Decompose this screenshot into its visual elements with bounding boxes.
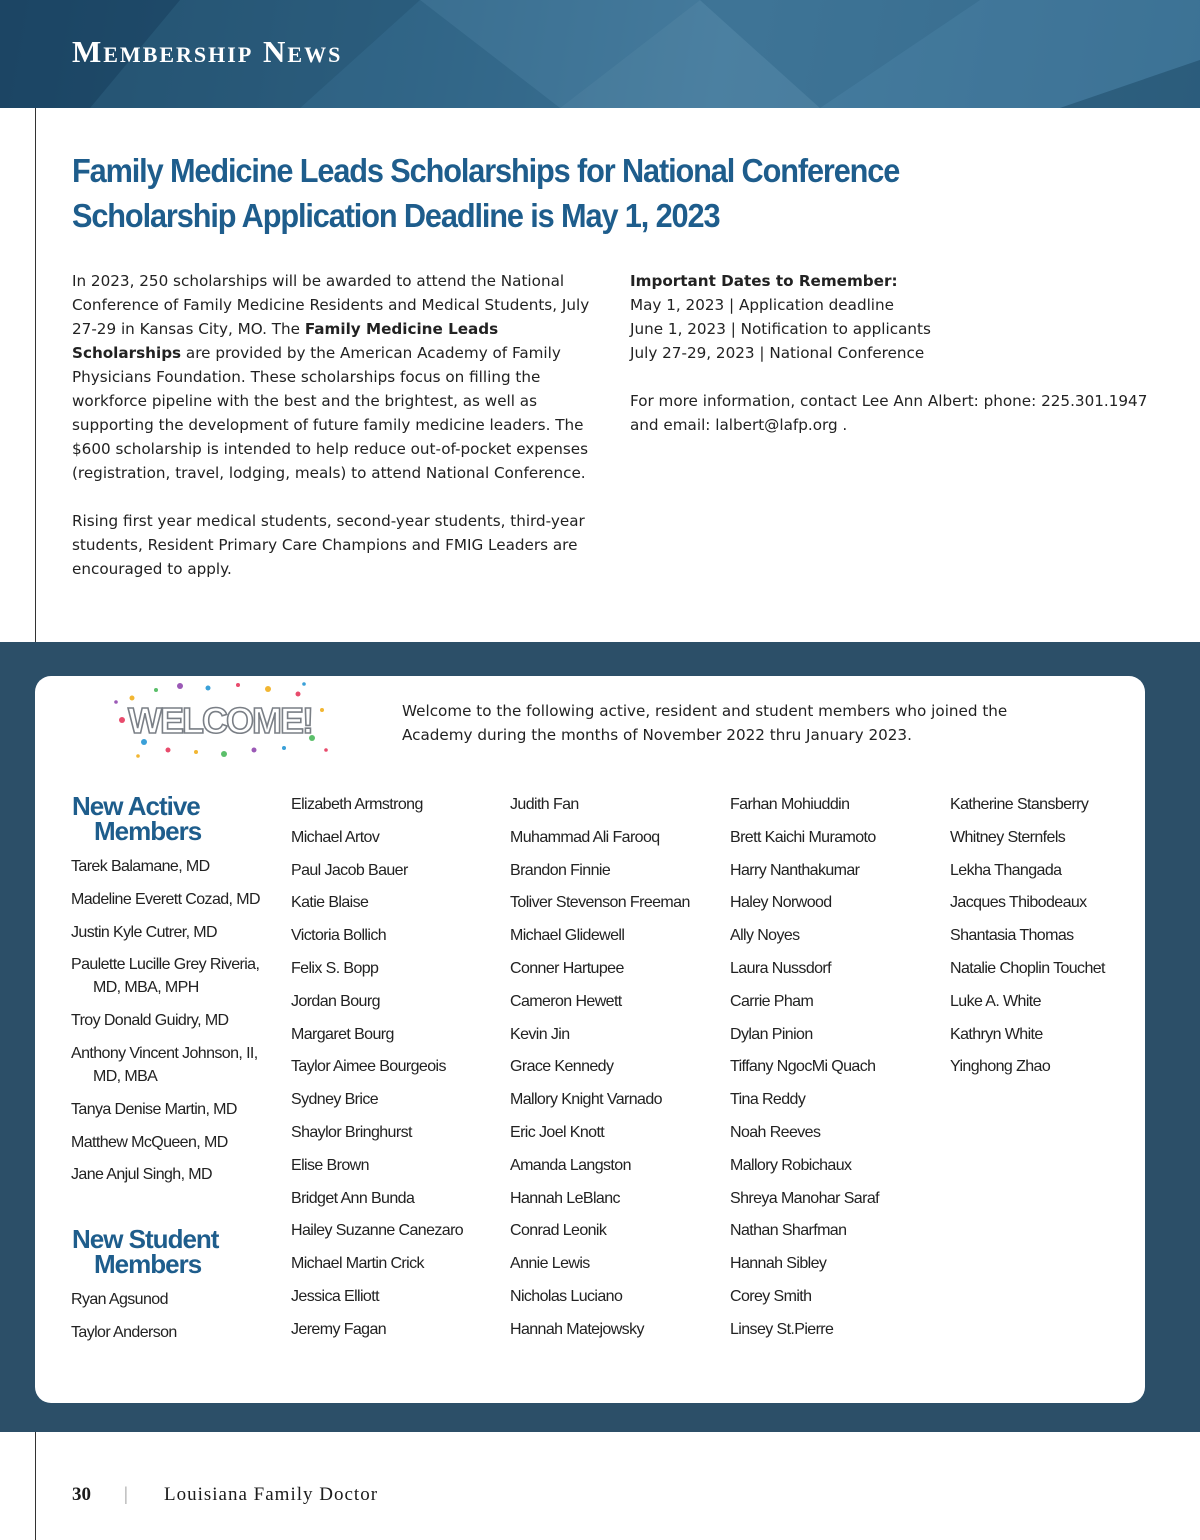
member-name: Annie Lewis <box>510 1255 590 1273</box>
member-name: Mallory Knight Varnado <box>510 1091 662 1109</box>
date-item: May 1, 2023 | Application deadline <box>630 296 894 314</box>
member-name: Laura Nussdorf <box>730 959 831 977</box>
student-members-list-2 <box>291 793 463 1351</box>
student-members-heading <box>72 1224 219 1279</box>
member-name: Hannah LeBlanc <box>510 1189 620 1207</box>
member-name: Natalie Choplin Touchet <box>950 959 1105 977</box>
page-number: 30 <box>72 1484 91 1505</box>
student-members-list-5 <box>950 793 1105 1088</box>
welcome-graphic-text: WELCOME! <box>128 700 312 741</box>
member-name: Sydney Brice <box>291 1091 379 1109</box>
member-name: Nathan Sharfman <box>730 1222 847 1240</box>
member-name: Justin Kyle Cutrer, MD <box>71 923 217 941</box>
heading-line: New Student <box>72 1224 219 1254</box>
member-name: Paul Jacob Bauer <box>291 861 408 879</box>
date-item: June 1, 2023 | Notification to applicants <box>630 320 931 338</box>
dates-heading: Important Dates to Remember: <box>630 272 898 290</box>
member-name: Shaylor Bringhurst <box>291 1123 412 1141</box>
section-title: Membership News <box>72 34 343 69</box>
member-name: Jordan Bourg <box>291 992 380 1010</box>
member-name: Luke A. White <box>950 992 1041 1010</box>
heading-line: Members <box>94 816 202 846</box>
member-name: Michael Martin Crick <box>291 1255 424 1273</box>
member-name: Kathryn White <box>950 1025 1043 1043</box>
member-name: Noah Reeves <box>730 1123 821 1141</box>
heading-line: New Active <box>72 791 200 821</box>
footer-separator: | <box>124 1484 128 1505</box>
member-name: Jane Anjul Singh, MD <box>71 1166 212 1184</box>
member-name: Hailey Suzanne Canezaro <box>291 1222 464 1240</box>
member-name: Paulette Lucille Grey Riveria, MD, MBA, MPH <box>71 956 260 997</box>
headline-line-1: Family Medicine Leads Scholarships for National Conference <box>72 152 900 189</box>
member-name: Elise Brown <box>291 1156 369 1174</box>
member-name: Corey Smith <box>730 1287 812 1305</box>
member-name: Shantasia Thomas <box>950 927 1074 945</box>
left-rule-top <box>35 108 36 642</box>
article-paragraph-1 <box>72 269 612 485</box>
welcome-intro: Welcome to the following active, resident and student members who joined the Academy during the months of November 2022 thru January 2023. <box>402 702 1008 744</box>
member-name: Cameron Hewett <box>510 992 622 1010</box>
member-name: Carrie Pham <box>730 992 814 1010</box>
member-name: Tiffany NgocMi Quach <box>730 1058 876 1076</box>
member-name: Jessica Elliott <box>291 1287 379 1305</box>
member-name: Mallory Robichaux <box>730 1156 852 1174</box>
member-name: Madeline Everett Cozad, MD <box>71 890 260 908</box>
welcome-graphic <box>108 680 332 760</box>
article-paragraph-2: Rising first year medical students, second-year students, third-year students, Resident Primary Care Champions and FMIG Leaders are encouraged to apply. <box>72 512 585 578</box>
member-name: Lekha Thangada <box>950 861 1062 879</box>
member-name: Linsey St.Pierre <box>730 1320 834 1338</box>
publication-title: Louisiana Family Doctor <box>164 1484 379 1505</box>
student-members-list-3 <box>510 793 690 1351</box>
member-name: Bridget Ann Bunda <box>291 1189 415 1207</box>
headline-line-2: Scholarship Application Deadline is May 1, 2023 <box>72 197 720 234</box>
date-item: July 27-29, 2023 | National Conference <box>630 344 925 362</box>
student-members-list-4 <box>730 793 879 1351</box>
member-name: Brett Kaichi Muramoto <box>730 828 876 846</box>
member-name: Harry Nanthakumar <box>730 861 860 879</box>
member-name: Kevin Jin <box>510 1025 570 1043</box>
member-name: Haley Norwood <box>730 894 832 912</box>
member-name: Taylor Anderson <box>71 1323 177 1341</box>
contact-info: For more information, contact Lee Ann Albert: phone: 225.301.1947 and email: lalbert@lafp.org . <box>630 392 1148 434</box>
paragraph-text: In 2023, 250 scholarships will be awarded to attend the National Conference of Family Medicine Residents and Medical Students, July 27-29 in Kansas City, MO. The <box>72 272 590 338</box>
member-name: Hannah Sibley <box>730 1255 827 1273</box>
active-members-list <box>71 855 260 1196</box>
member-name: Muhammad Ali Farooq <box>510 828 660 846</box>
student-members-list-1 <box>71 1288 177 1354</box>
member-name: Whitney Sternfels <box>950 828 1066 846</box>
member-name: Ryan Agsunod <box>71 1291 168 1308</box>
header-banner <box>0 0 1200 108</box>
article-left-column <box>72 269 612 581</box>
member-name: Nicholas Luciano <box>510 1287 623 1305</box>
member-name: Conrad Leonik <box>510 1222 607 1240</box>
active-members-heading <box>72 791 202 846</box>
member-name: Toliver Stevenson Freeman <box>510 894 690 912</box>
member-name: Conner Hartupee <box>510 959 624 977</box>
member-name: Jacques Thibodeaux <box>950 894 1087 912</box>
article-right-column <box>630 269 1175 437</box>
member-name: Tarek Balamane, MD <box>71 858 210 875</box>
member-name: Victoria Bollich <box>291 927 387 945</box>
member-name: Eric Joel Knott <box>510 1123 605 1141</box>
article-headline <box>72 148 909 238</box>
member-name: Dylan Pinion <box>730 1025 813 1043</box>
member-name: Brandon Finnie <box>510 861 611 879</box>
member-name: Jeremy Fagan <box>291 1320 387 1338</box>
member-name: Amanda Langston <box>510 1156 631 1174</box>
member-name: Farhan Mohiuddin <box>730 796 850 813</box>
member-name: Shreya Manohar Saraf <box>730 1189 879 1207</box>
member-name: Taylor Aimee Bourgeois <box>291 1058 446 1076</box>
member-name: Margaret Bourg <box>291 1025 394 1043</box>
paragraph-text: are provided by the American Academy of Family Physicians Foundation. These scholarships focus on filling the workforce pipeline with the best and the brightest, as well as supporting the development of future family medicine leaders. The $600 scholarship is intended to help reduce out-of-pocket expenses (registration, travel, lodging, meals) to attend National Conference. <box>72 344 589 482</box>
member-name: Hannah Matejowsky <box>510 1320 644 1338</box>
member-name: Ally Noyes <box>730 927 800 945</box>
member-name: Tina Reddy <box>730 1091 806 1109</box>
member-name: Michael Glidewell <box>510 927 625 945</box>
member-name: Yinghong Zhao <box>950 1058 1051 1076</box>
left-rule-bottom <box>35 1432 36 1540</box>
member-name: Anthony Vincent Johnson, II, MD, MBA <box>71 1044 258 1085</box>
member-name: Troy Donald Guidry, MD <box>71 1012 229 1030</box>
member-name: Katie Blaise <box>291 894 369 912</box>
heading-line: Members <box>94 1249 202 1279</box>
member-name: Felix S. Bopp <box>291 959 379 977</box>
member-name: Michael Artov <box>291 828 380 846</box>
member-name: Grace Kennedy <box>510 1058 614 1076</box>
member-name: Tanya Denise Martin, MD <box>71 1100 237 1118</box>
scholarship-name: Family Medicine Leads Scholarships <box>72 320 499 362</box>
member-name: Elizabeth Armstrong <box>291 796 423 813</box>
member-name: Katherine Stansberry <box>950 796 1089 813</box>
member-name: Judith Fan <box>510 796 579 813</box>
member-name: Matthew McQueen, MD <box>71 1133 228 1151</box>
